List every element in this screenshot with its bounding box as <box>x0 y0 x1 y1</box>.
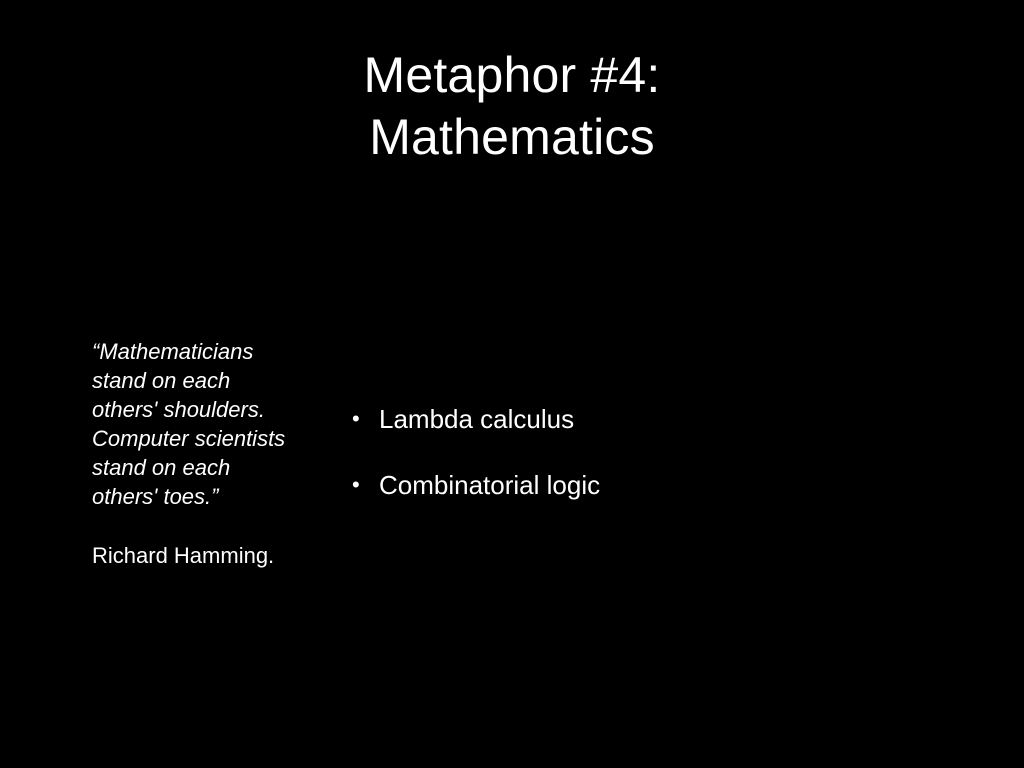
bullet-text: Lambda calculus <box>379 404 575 434</box>
quote-line: Computer scientists <box>92 426 286 451</box>
title-line-1: Metaphor #4: <box>363 47 661 103</box>
quote-line: “Mathematicians <box>92 339 254 364</box>
slide-title <box>212 44 812 168</box>
bullet-dot-icon: • <box>352 406 360 431</box>
quote-line: others' shoulders. <box>92 397 265 422</box>
bullet-text: Combinatorial logic <box>379 470 601 500</box>
title-line-2: Mathematics <box>369 109 655 165</box>
quote <box>92 337 332 511</box>
quote-line: others' toes.” <box>92 484 219 509</box>
quote-line: stand on each <box>92 455 231 480</box>
bullet-item <box>352 469 600 501</box>
bullet-dot-icon: • <box>352 472 360 497</box>
quote-author: Richard Hamming. <box>92 543 275 568</box>
quote-line: stand on each <box>92 368 231 393</box>
bullet-item <box>352 403 600 435</box>
bullet-list <box>352 403 600 535</box>
